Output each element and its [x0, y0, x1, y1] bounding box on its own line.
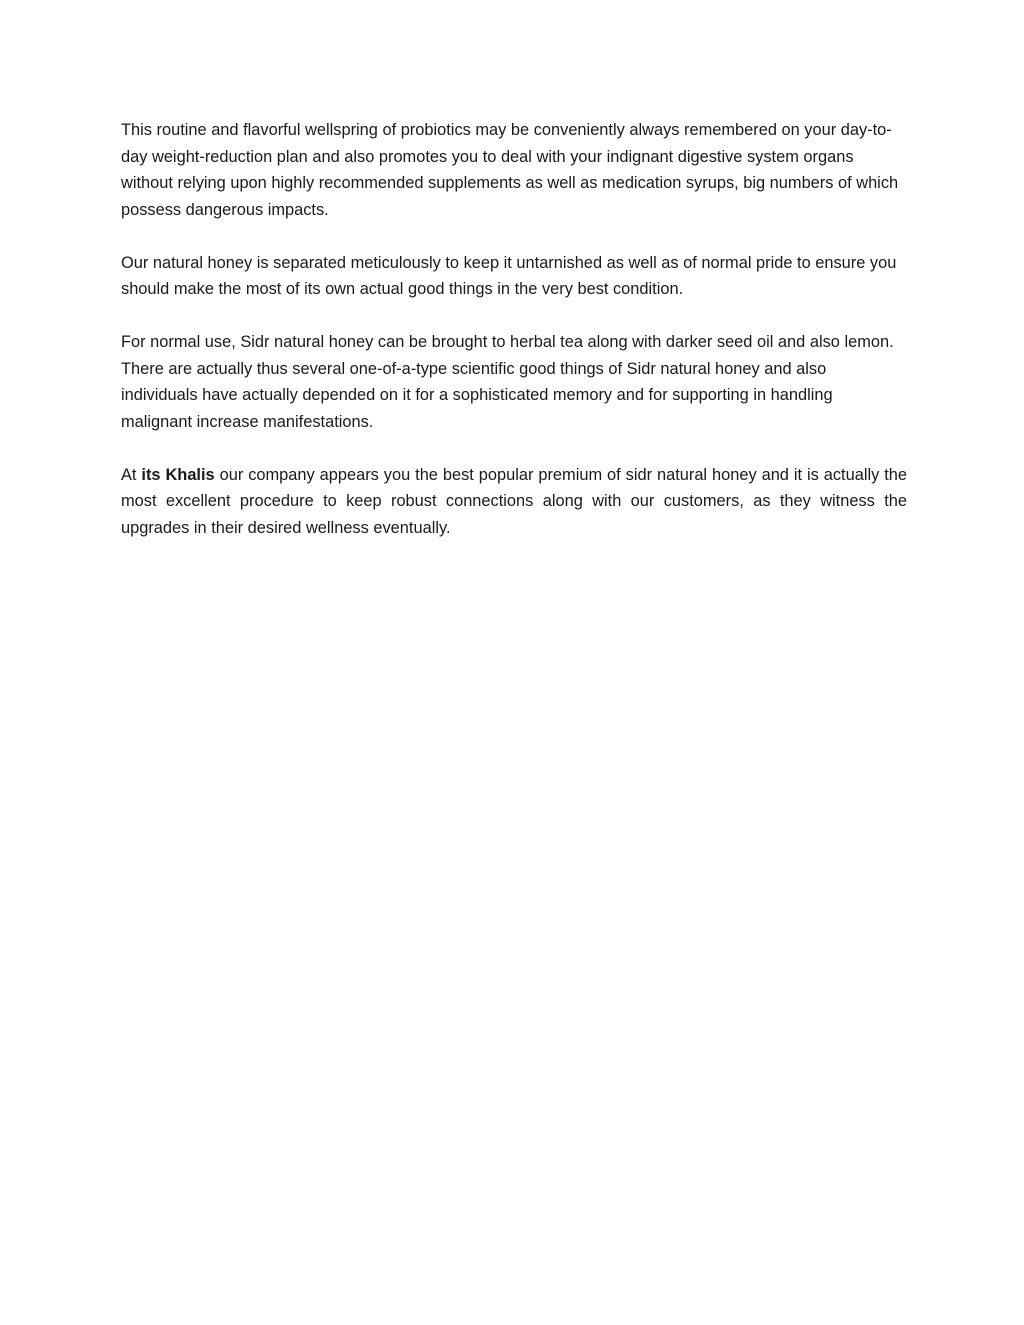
- document-body: [121, 117, 907, 568]
- paragraph-its-khalis: [121, 462, 907, 542]
- paragraph-prefix: At: [121, 465, 142, 484]
- paragraph-suffix: our company appears you the best popular premium of sidr natural honey and it is actually the most excellent procedure to keep robust connections along with our customers, as they witness the upgrades in their desired wellness eventually.: [121, 465, 908, 537]
- paragraph-natural-honey: Our natural honey is separated meticulously to keep it untarnished as well as of normal pride to ensure you should make the most of its own actual good things in the very best condition.: [121, 253, 897, 298]
- paragraph-normal-use: For normal use, Sidr natural honey can be brought to herbal tea along with darker seed oil and also lemon. There are actually thus several one-of-a-type scientific good things of Sidr natural honey and also individuals have actually depended on it for a sophisticated memory and for supporting in handling malignant increase manifestations.: [121, 333, 894, 431]
- brand-name: its Khalis: [141, 465, 215, 484]
- paragraph-probiotics: This routine and flavorful wellspring of probiotics may be conveniently always remembered on your day-to-day weight-reduction plan and also promotes you to deal with your indignant digestive system organs without relying upon highly recommended supplements as well as medication syrups, big numbers of which possess dangerous impacts.: [121, 121, 899, 219]
